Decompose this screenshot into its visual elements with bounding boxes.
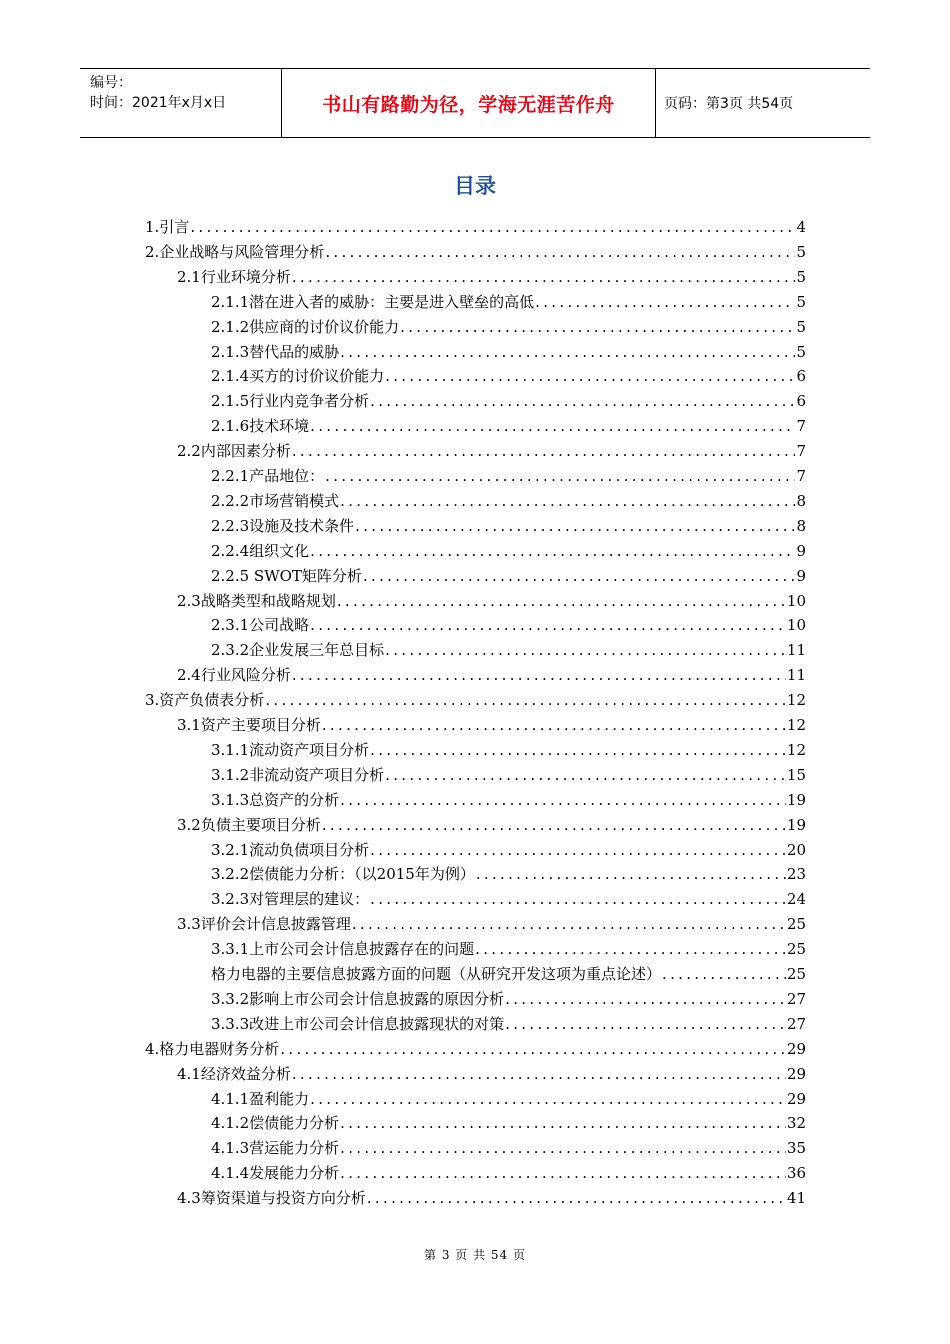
toc-leader-dots: [475, 939, 786, 959]
toc-entry-label: 2.1.3替代品的威胁: [211, 342, 340, 361]
toc-leader-dots: [292, 441, 796, 461]
toc-leader-dots: [370, 391, 795, 411]
toc-entry-label: 2.1.2供应商的讨价议价能力: [211, 317, 400, 336]
toc-entry[interactable]: [211, 361, 806, 386]
toc-entry[interactable]: [211, 337, 806, 362]
toc-leader-dots: [385, 366, 795, 386]
toc-leader-dots: [310, 416, 795, 436]
header-page-info: 页码：第3页 共54页: [664, 96, 794, 112]
toc-leader-dots: [352, 914, 786, 934]
toc-entry-label: 2.2.4组织文化: [211, 541, 310, 560]
toc-entry-page: 6: [796, 392, 806, 411]
toc-entry-page: 27: [786, 989, 806, 1008]
toc-entry[interactable]: [211, 536, 806, 561]
toc-leader-dots: [355, 516, 795, 536]
page-footer: 第 3 页 共 54 页: [424, 1248, 526, 1262]
toc-entry-label: 3.1.2非流动资产项目分析: [211, 765, 385, 784]
toc-entry[interactable]: [177, 810, 806, 835]
toc-entry-label: 2.3.2企业发展三年总目标: [211, 641, 385, 660]
toc-entry-label: 2.1.6技术环境: [211, 417, 310, 436]
toc-entry[interactable]: [177, 1059, 806, 1084]
toc-entry-page: 7: [796, 417, 806, 436]
toc-leader-dots: [337, 591, 786, 611]
toc-entry-label: 4.1.3营运能力分析: [211, 1139, 340, 1158]
toc-entry-label: 4.1经济效益分析: [177, 1064, 291, 1083]
toc-leader-dots: [505, 989, 786, 1009]
toc-entry-label: 4.3筹资渠道与投资方向分析: [177, 1189, 366, 1208]
toc-entry-page: 8: [796, 516, 806, 535]
toc-leader-dots: [370, 740, 786, 760]
number-label: 编号：: [90, 75, 132, 91]
page-title: 目录: [454, 174, 496, 198]
toc-entry-label: 3.资产负债表分析: [145, 691, 265, 710]
toc-entry[interactable]: [211, 610, 806, 635]
toc-entry-label: 1.引言: [145, 218, 190, 236]
toc-entry[interactable]: [211, 1009, 806, 1034]
toc-entry[interactable]: [177, 436, 806, 461]
toc-leader-dots: [190, 217, 795, 237]
toc-entry-page: 5: [796, 317, 806, 336]
toc-entry-label: 3.3.2影响上市公司会计信息披露的原因分析: [211, 989, 505, 1008]
toc-entry[interactable]: [211, 959, 806, 984]
date-label: 时间：2021年x月x日: [90, 95, 227, 111]
toc-entry[interactable]: [211, 735, 806, 760]
toc-leader-dots: [476, 864, 786, 884]
toc-entry[interactable]: [211, 934, 806, 959]
toc-entry-label: 3.1.1流动资产项目分析: [211, 740, 370, 759]
toc-entry[interactable]: [211, 1084, 806, 1109]
toc-leader-dots: [385, 765, 786, 785]
toc-entry-label: 3.1.3总资产的分析: [211, 790, 340, 809]
toc-entry-page: 5: [796, 342, 806, 361]
toc-entry-page: 11: [786, 666, 806, 685]
toc-entry-page: 15: [786, 765, 806, 784]
toc-leader-dots: [310, 1089, 786, 1109]
toc-leader-dots: [340, 491, 795, 511]
toc-entry-label: 2.4行业风险分析: [177, 666, 291, 685]
toc-entry[interactable]: [211, 287, 806, 312]
toc-entry[interactable]: [211, 984, 806, 1009]
toc-entry-label: 2.1行业环境分析: [177, 267, 291, 286]
toc-entry-label: 4.格力电器财务分析: [145, 1039, 280, 1058]
toc-entry-page: 5: [796, 242, 806, 261]
toc-entry-label: 3.2负债主要项目分析: [177, 815, 321, 834]
toc-entry[interactable]: [145, 1034, 806, 1059]
toc-entry-label: 2.2.5 SWOT矩阵分析: [211, 566, 362, 585]
toc-entry-label: 3.2.1流动负债项目分析: [211, 840, 370, 859]
toc-leader-dots: [322, 715, 786, 735]
toc-leader-dots: [340, 342, 795, 362]
toc-entry-page: 29: [786, 1064, 806, 1083]
toc-entry[interactable]: [211, 884, 806, 909]
toc-entry-page: 12: [786, 740, 806, 759]
toc-entry[interactable]: [145, 237, 806, 262]
toc-entry[interactable]: [211, 561, 806, 586]
toc-entry-label: 2.2.1产品地位：: [211, 467, 325, 485]
toc-leader-dots: [310, 615, 786, 635]
toc-entry-page: 23: [786, 865, 806, 884]
toc-leader-dots: [340, 1138, 786, 1158]
toc-entry[interactable]: [211, 511, 806, 536]
toc-entry[interactable]: [211, 486, 806, 511]
toc-leader-dots: [370, 889, 786, 909]
toc-entry[interactable]: [211, 859, 806, 884]
toc-entry-label: 2.3战略类型和战略规划: [177, 591, 336, 610]
toc-entry-label: 4.1.4发展能力分析: [211, 1164, 340, 1183]
toc-entry-label: 3.3评价会计信息披露管理: [177, 915, 351, 934]
toc-leader-dots: [662, 964, 786, 984]
toc-entry-page: 29: [786, 1089, 806, 1108]
toc-entry-label: 2.2.2市场营销模式: [211, 491, 340, 510]
toc-entry-label: 3.3.3改进上市公司会计信息披露现状的对策: [211, 1014, 505, 1033]
toc-leader-dots: [292, 665, 786, 685]
toc-entry[interactable]: [177, 1183, 806, 1208]
toc-entry-label: 3.2.2偿债能力分析：（以2015年为例）: [211, 865, 475, 884]
toc-entry-page: 35: [786, 1139, 806, 1158]
toc-leader-dots: [340, 790, 786, 810]
toc-entry[interactable]: [145, 212, 806, 237]
toc-entry-page: 9: [796, 541, 806, 560]
toc-leader-dots: [340, 1163, 786, 1183]
toc-entry[interactable]: [177, 262, 806, 287]
toc-entry-page: 20: [786, 840, 806, 859]
toc-leader-dots: [340, 1113, 786, 1133]
toc-leader-dots: [292, 1064, 786, 1084]
toc-entry-page: 8: [796, 491, 806, 510]
toc-leader-dots: [280, 1039, 786, 1059]
toc-entry-page: 24: [786, 890, 806, 909]
toc-leader-dots: [322, 815, 786, 835]
toc-entry-page: 32: [786, 1114, 806, 1133]
toc-entry-page: 11: [786, 641, 806, 660]
toc-entry[interactable]: [177, 660, 806, 685]
toc-leader-dots: [325, 466, 795, 486]
toc-entry[interactable]: [211, 461, 806, 486]
toc-entry[interactable]: [177, 909, 806, 934]
toc-entry-page: 41: [786, 1189, 806, 1208]
toc-entry-page: 6: [796, 367, 806, 386]
toc-leader-dots: [385, 640, 786, 660]
toc-entry[interactable]: [211, 635, 806, 660]
toc-entry-page: 5: [796, 267, 806, 286]
toc-leader-dots: [505, 1014, 786, 1034]
toc-entry-label: 2.1.4买方的讨价议价能力: [211, 367, 385, 386]
toc-leader-dots: [367, 1188, 786, 1208]
toc-entry-page: 10: [786, 616, 806, 635]
toc-entry-page: 36: [786, 1164, 806, 1183]
toc-leader-dots: [363, 566, 796, 586]
toc-entry-label: 3.2.3对管理层的建议：: [211, 890, 370, 909]
toc-entry-page: 29: [786, 1039, 806, 1058]
toc-entry[interactable]: [211, 760, 806, 785]
page-header: [80, 68, 870, 138]
toc-entry[interactable]: [211, 1108, 806, 1133]
toc-entry-label: 2.1.5行业内竞争者分析: [211, 392, 370, 411]
toc-entry-label: 2.3.1公司战略: [211, 616, 310, 635]
toc-entry-label: 4.1.1盈利能力: [211, 1089, 310, 1108]
toc-entry-label: 3.1资产主要项目分析: [177, 716, 321, 734]
toc-entry[interactable]: [211, 785, 806, 810]
toc-entry-page: 19: [786, 790, 806, 809]
toc-entry[interactable]: [177, 586, 806, 611]
toc-leader-dots: [292, 267, 796, 287]
toc-entry[interactable]: [211, 312, 806, 337]
toc-entry-page: 12: [786, 691, 806, 710]
toc-leader-dots: [400, 317, 795, 337]
header-meta: [80, 69, 282, 137]
toc-entry-page: 9: [796, 566, 806, 585]
toc-entry-page: 10: [786, 591, 806, 610]
toc-leader-dots: [310, 541, 795, 561]
toc-entry[interactable]: [211, 1133, 806, 1158]
toc-entry-page: 7: [796, 467, 806, 485]
toc-leader-dots: [370, 840, 786, 860]
toc-entry-label: 2.2内部因素分析: [177, 442, 291, 461]
toc-entry-page: 12: [786, 716, 806, 734]
toc-entry-label: 2.1.1潜在进入者的威胁：主要是进入壁垒的高低: [211, 292, 535, 311]
toc-entry[interactable]: [211, 835, 806, 860]
toc-entry[interactable]: [145, 685, 806, 710]
toc-entry[interactable]: [211, 411, 806, 436]
toc-entry-label: 3.3.1上市公司会计信息披露存在的问题: [211, 940, 475, 959]
toc-entry-page: 19: [786, 815, 806, 834]
header-motto: 书山有路勤为径，学海无涯苦作舟: [282, 69, 656, 137]
toc-entry-page: 7: [796, 442, 806, 461]
toc-entry[interactable]: [211, 386, 806, 411]
toc-leader-dots: [325, 242, 795, 262]
toc-leader-dots: [535, 292, 795, 312]
toc-entry-page: 4: [796, 218, 806, 236]
toc-entry-label: 格力电器的主要信息披露方面的问题（从研究开发这项为重点论述）: [211, 965, 662, 983]
toc-entry-label: 4.1.2偿债能力分析: [211, 1114, 340, 1133]
toc-leader-dots: [265, 690, 786, 710]
toc-entry-page: 5: [796, 292, 806, 311]
toc-entry-label: 2.企业战略与风险管理分析: [145, 242, 325, 261]
toc-entry-label: 2.2.3设施及技术条件: [211, 516, 355, 535]
toc-entry-page: 25: [786, 915, 806, 934]
toc-entry[interactable]: [211, 1158, 806, 1183]
toc-entry-page: 27: [786, 1014, 806, 1033]
toc-entry-page: 25: [786, 940, 806, 959]
toc-entry-page: 25: [786, 965, 806, 983]
toc-entry[interactable]: [177, 710, 806, 735]
